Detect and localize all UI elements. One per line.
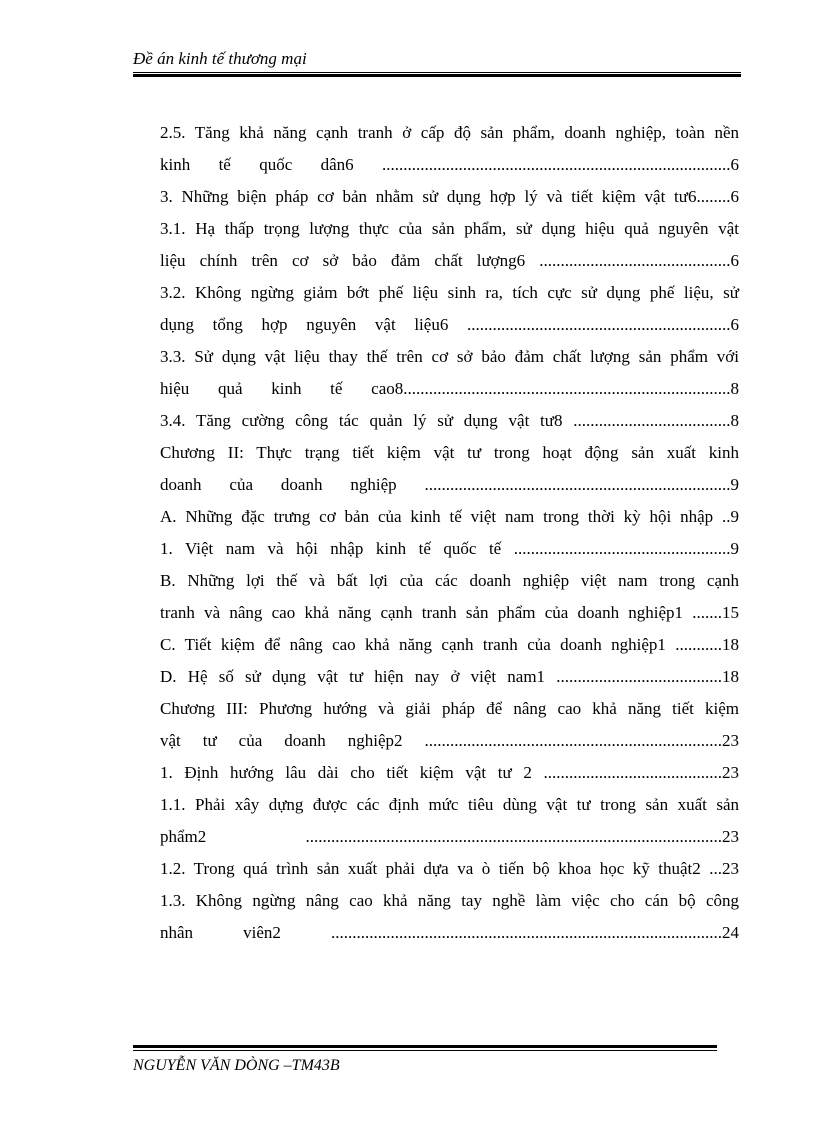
- header-rule-thick: [133, 74, 741, 77]
- toc-entry-line: B. Những lợi thế và bất lợi của các doanh nghiệp việt nam trong cạnh: [160, 571, 739, 590]
- table-of-contents: [160, 117, 739, 949]
- header-rule-thin: [133, 72, 741, 73]
- toc-entry-line: kinh tế quốc dân6 ..................................................................................6: [160, 155, 739, 174]
- toc-entry-line: 3.1. Hạ thấp trọng lượng thực của sản phẩm, sử dụng hiệu quả nguyên vật: [160, 219, 739, 238]
- toc-entry-line: 1.2. Trong quá trình sản xuất phải dựa va ò tiến bộ khoa học kỹ thuật2 ...23: [160, 859, 739, 878]
- footer-rule-thin: [133, 1050, 717, 1051]
- toc-entry-line: hiệu quả kinh tế cao8.............................................................................8: [160, 379, 739, 398]
- toc-entry-line: dụng tổng hợp nguyên vật liệu6 ..............................................................6: [160, 315, 739, 334]
- toc-entry-line: liệu chính trên cơ sở bảo đảm chất lượng6 .............................................6: [160, 251, 739, 270]
- footer-author: NGUYỄN VĂN DÒNG –TM43B: [133, 1057, 340, 1074]
- toc-entry-line: phẩm2 ..................................................................................................23: [160, 827, 739, 846]
- toc-entry-line: 1. Việt nam và hội nhập kinh tế quốc tế ...................................................9: [160, 539, 739, 558]
- toc-entry-line: 1.1. Phải xây dựng được các định mức tiêu dùng vật tư trong sản xuất sản: [160, 795, 739, 814]
- toc-entry-line: tranh và nâng cao khả năng cạnh tranh sản phẩm của doanh nghiệp1 .......15: [160, 603, 739, 622]
- footer-rule-thick: [133, 1045, 717, 1048]
- toc-entry-line: Chương III: Phương hướng và giải pháp để nâng cao khả năng tiết kiệm: [160, 699, 739, 718]
- toc-entry-line: 2.5. Tăng khả năng cạnh tranh ở cấp độ sản phẩm, doanh nghiệp, toàn nền: [160, 123, 739, 142]
- toc-entry-line: Chương II: Thực trạng tiết kiệm vật tư trong hoạt động sản xuất kinh: [160, 443, 739, 462]
- toc-entry-line: C. Tiết kiệm để nâng cao khả năng cạnh tranh của doanh nghiệp1 ...........18: [160, 635, 739, 654]
- toc-entry-line: 1. Định hướng lâu dài cho tiết kiệm vật tư 2 ..........................................23: [160, 763, 739, 782]
- page-header: [133, 48, 741, 77]
- header-title: Đề án kinh tế thương mại: [133, 49, 307, 68]
- toc-entry-line: A. Những đặc trưng cơ bản của kinh tế việt nam trong thời kỳ hội nhập ..9: [160, 507, 739, 526]
- toc-entry-line: nhân viên2 ............................................................................................24: [160, 923, 739, 942]
- toc-entry-line: doanh của doanh nghiệp ........................................................................9: [160, 475, 739, 494]
- toc-entry-line: 3.2. Không ngừng giảm bớt phế liệu sinh ra, tích cực sử dụng phế liệu, sử: [160, 283, 739, 302]
- toc-entry-line: D. Hệ số sử dụng vật tư hiện nay ở việt nam1 .......................................18: [160, 667, 739, 686]
- toc-entry-line: vật tư của doanh nghiệp2 ......................................................................23: [160, 731, 739, 750]
- toc-entry-line: 3.4. Tăng cường công tác quản lý sử dụng vật tư8 .....................................8: [160, 411, 739, 430]
- toc-entry-line: 3. Những biện pháp cơ bản nhằm sử dụng hợp lý và tiết kiệm vật tư6........6: [160, 187, 739, 206]
- toc-entry-line: 1.3. Không ngừng nâng cao khả năng tay nghề làm việc cho cán bộ công: [160, 891, 739, 910]
- page-footer: [133, 1045, 717, 1077]
- toc-entry-line: 3.3. Sử dụng vật liệu thay thế trên cơ sở bảo đảm chất lượng sản phẩm với: [160, 347, 739, 366]
